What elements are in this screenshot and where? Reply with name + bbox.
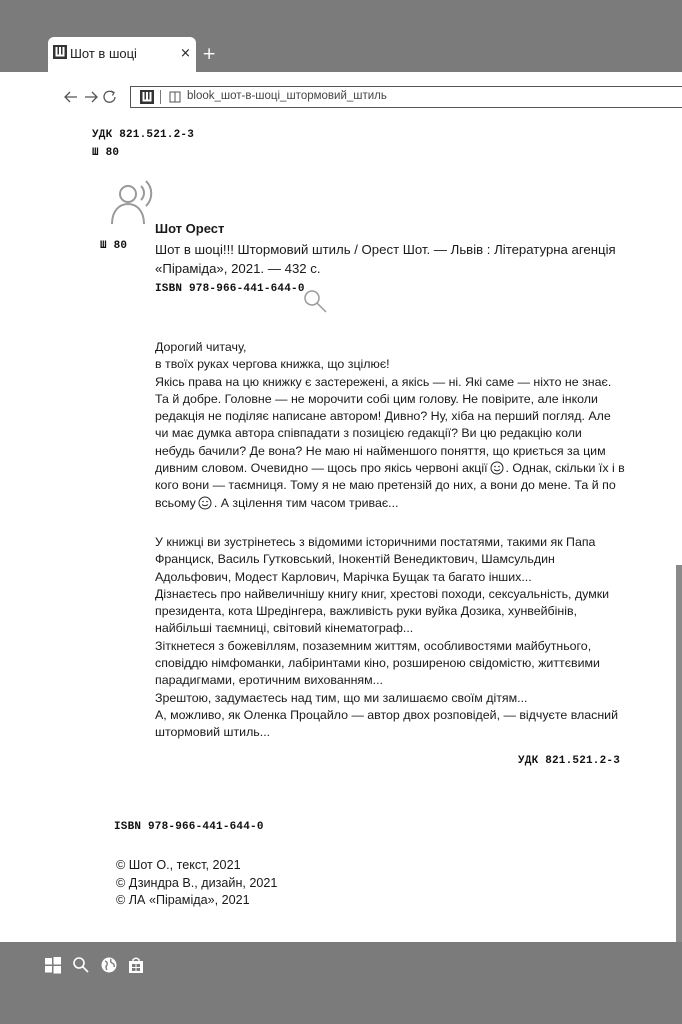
greeting-line: Дорогий читачу,: [155, 340, 247, 354]
taskbar: [0, 942, 682, 1024]
udk-code: УДК 821.521.2-3: [92, 129, 195, 141]
isbn-number: ISBN 978-966-441-644-0: [155, 283, 305, 295]
search-icon[interactable]: [72, 956, 90, 974]
url-text: blook_шот-в-шоці_штормовий_штиль: [187, 90, 387, 102]
author-sign: Ш 80: [92, 147, 120, 159]
copyright-line: © Шот О., текст, 2021: [116, 858, 241, 872]
isbn-number-bottom: ISBN 978-966-441-644-0: [114, 821, 264, 833]
author-sign-left: Ш 80: [100, 240, 128, 252]
book-logo-icon: [140, 90, 154, 104]
book-logo-icon: [53, 45, 67, 59]
annotation-paragraph-1: [155, 339, 625, 512]
new-tab-button[interactable]: +: [202, 44, 217, 64]
store-icon[interactable]: [127, 956, 145, 974]
tab-title: Шот в шоці: [70, 46, 137, 61]
annotation-text: [155, 374, 625, 512]
windows-logo-icon[interactable]: [44, 956, 62, 974]
annotation-paragraph-2: [155, 534, 625, 742]
address-separator: [160, 90, 161, 104]
annotation-text-middle: . Однак, скільки їх і в кого вони — таємниця. Тому я не маю претензій до них, а вони до мене. Та й по всьому: [155, 461, 625, 510]
annotation-line: А, можливо, як Оленка Процайло — автор двох розповідей, — відчуєте власний штормовий штиль...: [155, 707, 619, 740]
address-bar[interactable]: [130, 86, 682, 108]
annotation-line: Дізнаєтесь про найвеличнішу книгу книг, хрестові походи, сексуальність, думки президента, кота Шредінгера, важливість руки вуйка Дозика, хунвейбінів, найбільші таємниці, світовий кінематограф...: [155, 586, 610, 636]
copyright-line: © ЛА «Піраміда», 2021: [116, 893, 250, 907]
page-icon: [169, 91, 181, 103]
person-sound-icon: [108, 174, 158, 228]
author-name: Шот Орест: [155, 221, 225, 236]
reload-icon[interactable]: [101, 88, 119, 106]
globe-icon[interactable]: [100, 956, 118, 974]
udk-code-bottom: УДК 821.521.2-3: [518, 755, 621, 767]
forward-arrow-icon[interactable]: [82, 88, 100, 106]
smile-icon: [490, 461, 504, 475]
annotation-line: Зрештою, задумаєтесь над тим, що ми залишаємо своїм дітям...: [155, 690, 528, 705]
annotation-text-end: . А зцілення тим часом триває...: [213, 495, 399, 510]
annotation-line: Зіткнетеся з божевіллям, позаземним життям, особливостями майбутнього, сповіддю німфоманки, лабіринтами кіно, розширеною свідомістю, життєвими парадигмами, еротичним вихованням...: [155, 638, 600, 688]
smile-icon: [198, 496, 212, 510]
magnifier-icon: [303, 289, 329, 315]
browser-tab[interactable]: [48, 37, 196, 72]
tab-close-button[interactable]: ×: [180, 46, 191, 61]
annotation-line: У книжці ви зустрінетесь з відомими історичними постатями, такими як Папа Франциск, Василь Гутковський, Інокентій Венедиктович, Шамсульдин Адольфович, Модест Карлович, Марічка Бущак та багато інших...: [155, 535, 596, 584]
back-arrow-icon[interactable]: [62, 88, 80, 106]
copyright-line: © Дзиндра В., дизайн, 2021: [116, 875, 278, 890]
copyright-block: [116, 857, 277, 910]
intro-line: в твоїх руках чергова книжка, що зцілює!: [155, 357, 390, 372]
scrollbar[interactable]: [676, 565, 682, 942]
annotation-text-start: Якісь права на цю книжку є застережені, а якісь — ні. Які саме — ніхто не знає. Та й добре. Головне — не морочити собі цим голову. Не повірите, але інколи редакція не поділяє написане автором! Дивно? Ну, хіба на перший погляд. Але чи має думка автора співпадати з позицією ɾедакції? Ви цю редакцію коли небудь бачили? Де вона? Не маю ні найменшого поняття, що криється за цим дивним словом. Очевидно — щось про якісь червоні акції: [155, 374, 612, 476]
bibliographic-record: Шот в шоці!!! Штормовий штиль / Орест Шот. — Львів : Літературна агенція «Піраміда», 2021. — 432 с.: [155, 242, 616, 276]
